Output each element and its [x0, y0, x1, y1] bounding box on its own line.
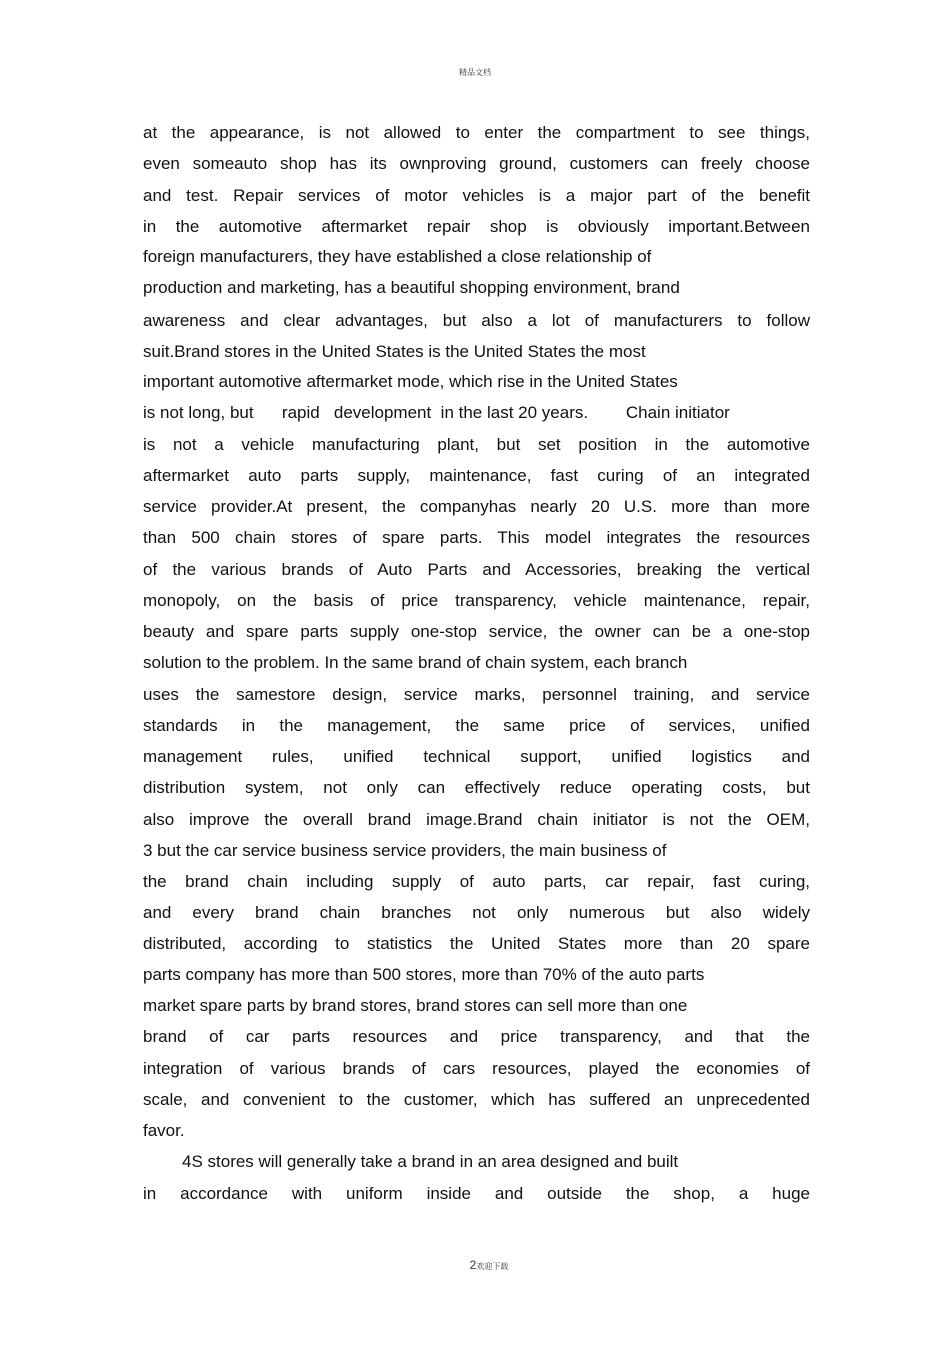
- footer-caption: 欢迎下载: [476, 1262, 509, 1271]
- text-line: standards in the management, the same price of services, unified: [143, 716, 810, 735]
- text-line: 4S stores will generally take a brand in an area designed and built: [182, 1152, 679, 1171]
- text-line: aftermarket auto parts supply, maintenance, fast curing of an integrated: [143, 466, 810, 485]
- text-line: solution to the problem. In the same brand of chain system, each branch: [143, 653, 688, 672]
- text-line: of the various brands of Auto Parts and Accessories, breaking the vertical: [143, 560, 810, 579]
- text-line: brand of car parts resources and price transparency, and that the: [143, 1027, 810, 1046]
- text-line: and every brand chain branches not only numerous but also widely: [143, 903, 810, 922]
- text-line: is not long, but rapid development in the last 20 years. Chain initiator: [143, 403, 730, 422]
- text-line: distribution system, not only can effectively reduce operating costs, but: [143, 778, 810, 797]
- text-line: suit.Brand stores in the United States is the United States the most: [143, 342, 646, 361]
- text-line: in accordance with uniform inside and outside the shop, a huge: [143, 1184, 810, 1203]
- page-footer: [0, 1258, 950, 1272]
- text-line: than 500 chain stores of spare parts. This model integrates the resources: [143, 528, 810, 547]
- text-line: monopoly, on the basis of price transparency, vehicle maintenance, repair,: [143, 591, 810, 610]
- text-line: service provider.At present, the companyhas nearly 20 U.S. more than more: [143, 497, 810, 516]
- text-line: 3 but the car service business service providers, the main business of: [143, 841, 667, 860]
- text-line: parts company has more than 500 stores, more than 70% of the auto parts: [143, 965, 705, 984]
- text-line: distributed, according to statistics the United States more than 20 spare: [143, 934, 810, 953]
- text-line: important automotive aftermarket mode, which rise in the United States: [143, 372, 678, 391]
- text-line: beauty and spare parts supply one-stop service, the owner can be a one-stop: [143, 622, 810, 641]
- text-line: integration of various brands of cars resources, played the economies of: [143, 1059, 810, 1078]
- text-line: production and marketing, has a beautiful shopping environment, brand: [143, 278, 680, 297]
- text-line: the brand chain including supply of auto parts, car repair, fast curing,: [143, 872, 810, 891]
- text-line: is not a vehicle manufacturing plant, but set position in the automotive: [143, 435, 810, 454]
- text-line: scale, and convenient to the customer, which has suffered an unprecedented: [143, 1090, 810, 1109]
- text-line: even someauto shop has its ownproving ground, customers can freely choose: [143, 154, 810, 173]
- page-header: 精品文档: [459, 68, 491, 77]
- text-line: in the automotive aftermarket repair shop is obviously important.Between: [143, 217, 810, 236]
- page-number: 2: [469, 1258, 477, 1272]
- text-line: awareness and clear advantages, but also a lot of manufacturers to follow: [143, 311, 810, 330]
- text-line: and test. Repair services of motor vehicles is a major part of the benefit: [143, 186, 810, 205]
- text-line: uses the samestore design, service marks, personnel training, and service: [143, 685, 810, 704]
- text-line: also improve the overall brand image.Brand chain initiator is not the OEM,: [143, 810, 810, 829]
- text-line: market spare parts by brand stores, brand stores can sell more than one: [143, 996, 688, 1015]
- text-line: at the appearance, is not allowed to enter the compartment to see things,: [143, 123, 810, 142]
- text-line: foreign manufacturers, they have established a close relationship of: [143, 247, 652, 266]
- text-line: favor.: [143, 1121, 185, 1140]
- text-line: management rules, unified technical support, unified logistics and: [143, 747, 810, 766]
